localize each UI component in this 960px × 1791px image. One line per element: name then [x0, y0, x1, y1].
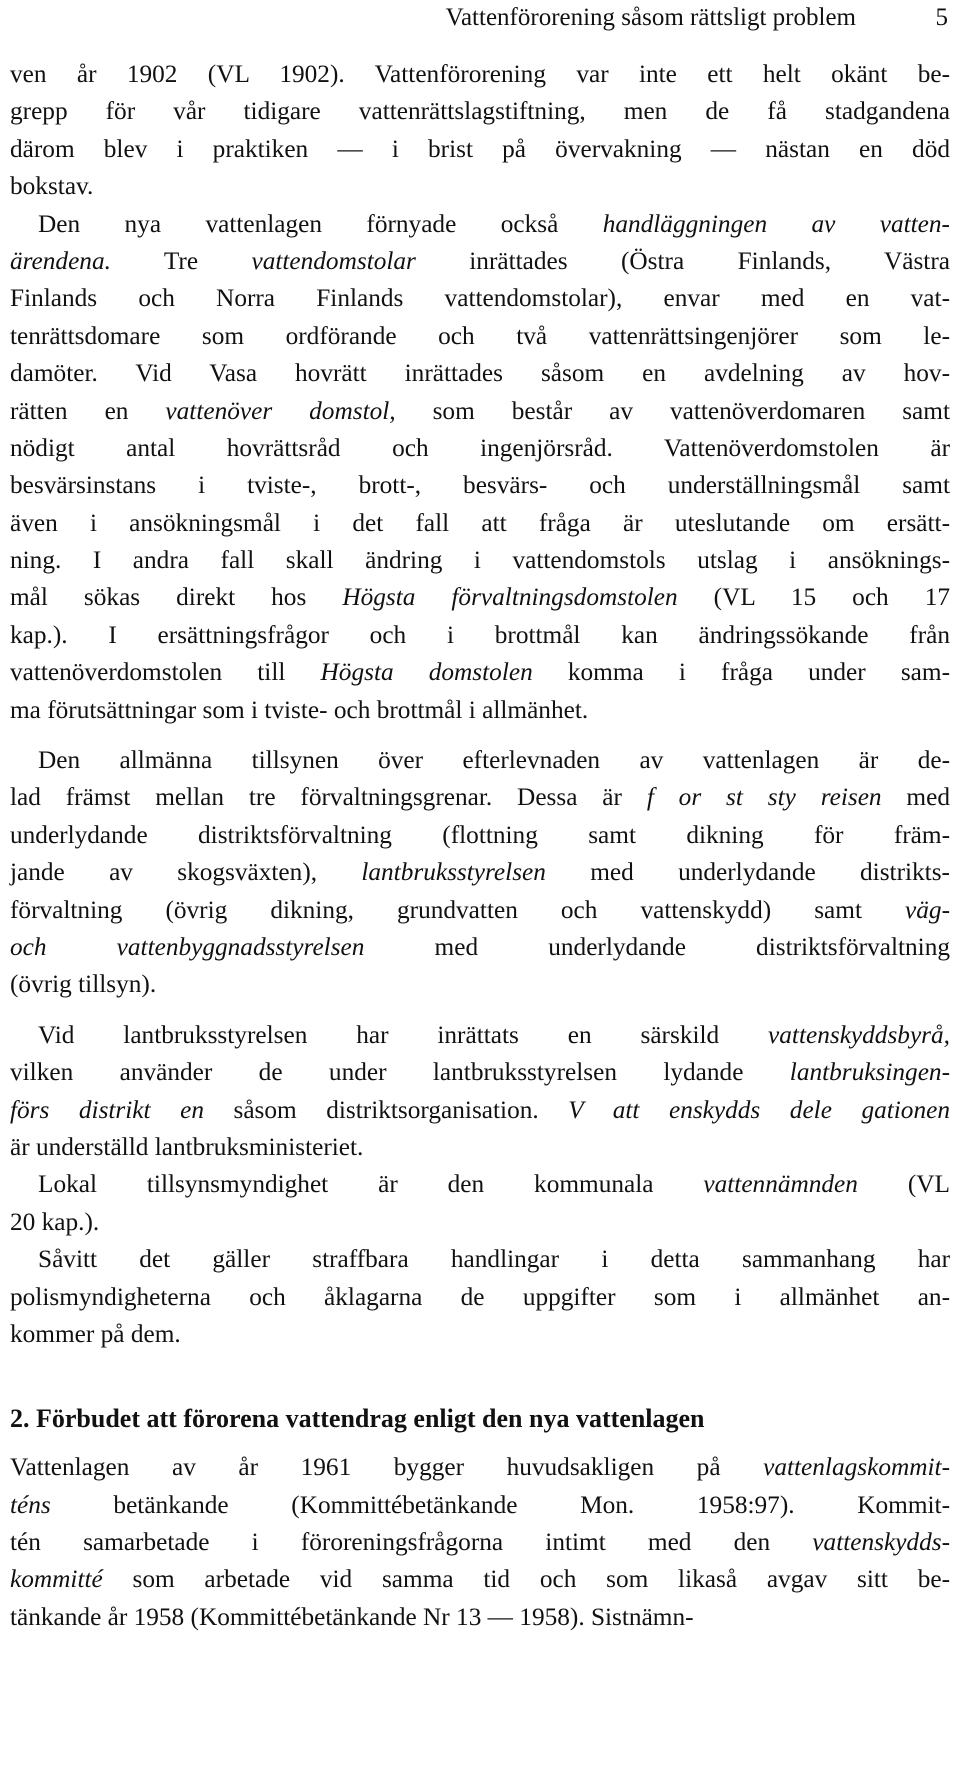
italic-term: Högsta förvaltningsdomstolen: [342, 583, 678, 612]
text-line: [10, 56, 950, 93]
italic-term: Högsta domstolen: [320, 658, 533, 687]
text-line: [10, 1599, 950, 1636]
italic-term: vattendomstolar: [251, 246, 416, 275]
text-run: vilken använder de under lantbruksstyrelsen lydande: [10, 1058, 790, 1087]
text-line: [10, 854, 950, 891]
text-run: nödigt antal hovrättsråd och ingenjörsråd. Vattenöverdomstolen är: [10, 433, 950, 462]
text-line: [10, 318, 950, 355]
text-run: Den nya vattenlagen förnyade också: [38, 209, 603, 238]
paragraph: [10, 742, 950, 1004]
italic-term: förs distrikt en: [10, 1095, 204, 1124]
text-run: rätten en: [10, 396, 166, 425]
text-line: [10, 779, 950, 816]
text-line: [10, 1449, 950, 1486]
text-run: grepp för vår tidigare vattenrättslagstiftning, men de få stadgandena: [10, 97, 950, 126]
text-run: inrättades (Östra Finlands, Västra: [415, 246, 950, 275]
text-line: [10, 430, 950, 467]
text-line: [10, 1017, 950, 1054]
text-run: kap.). I ersättningsfrågor och i brottmål kan ändringssökande från: [10, 620, 950, 649]
text-run: Vid lantbruksstyrelsen har inrättats en särskild: [38, 1020, 769, 1049]
text-line: [10, 542, 950, 579]
text-run: Den allmänna tillsynen över efterlevnaden av vattenlagen är de-: [38, 746, 950, 775]
text-line: [10, 1316, 950, 1353]
text-run: Såvitt det gäller straffbara handlingar i detta sammanhang har: [38, 1245, 950, 1274]
text-line: [10, 243, 950, 280]
text-run: förvaltning (övrig dikning, grundvatten och vattenskydd) samt: [10, 895, 906, 924]
text-run: underlydande distriktsförvaltning (flottning samt dikning för främ-: [10, 820, 950, 849]
text-line: [10, 617, 950, 654]
italic-term: vattenöver domstol,: [165, 396, 396, 425]
body-text: [10, 56, 950, 1636]
text-run: lad främst mellan tre förvaltningsgrenar. Dessa är: [10, 783, 647, 812]
running-title: Vattenförorening såsom rättsligt problem: [445, 4, 856, 31]
paragraph: [10, 1449, 950, 1636]
text-run: jande av skogsväxten),: [10, 858, 362, 887]
italic-term: ärendena.: [10, 246, 111, 275]
text-line: [10, 393, 950, 430]
text-run: 20 kap.).: [10, 1207, 100, 1236]
italic-term: téns: [10, 1490, 51, 1519]
italic-term: vattenskydds-: [812, 1528, 950, 1557]
text-run: vattenöverdomstolen till: [10, 658, 321, 687]
text-run: ning. I andra fall skall ändring i vattendomstols utslag i ansöknings-: [10, 546, 950, 575]
text-line: [10, 1166, 950, 1203]
text-run: tenrättsdomare som ordförande och två vattenrättsingenjörer som le-: [10, 321, 950, 350]
text-run: med: [881, 783, 950, 812]
text-run: är underställd lantbruksministeriet.: [10, 1132, 364, 1161]
text-line: [10, 1524, 950, 1561]
italic-term: handläggningen av vatten-: [602, 209, 950, 238]
italic-term: vattenskyddsbyrå,: [768, 1020, 950, 1049]
text-line: [10, 579, 950, 616]
text-line: [10, 929, 950, 966]
text-line: [10, 505, 950, 542]
text-line: [10, 1129, 950, 1166]
section-heading: 2. Förbudet att förorena vattendrag enligt den nya vattenlagen: [10, 1404, 705, 1434]
text-run: Finlands och Norra Finlands vattendomstolar), envar med en vat-: [10, 284, 950, 313]
text-line: [10, 206, 950, 243]
text-line: [10, 280, 950, 317]
text-line: [10, 93, 950, 130]
text-line: [10, 817, 950, 854]
text-line: [10, 1241, 950, 1278]
text-run: även i ansökningsmål i det fall att fråga är uteslutande om ersätt-: [10, 508, 950, 537]
italic-term: väg-: [905, 895, 950, 924]
text-run: betänkande (Kommittébetänkande Mon. 1958:97). Kommit-: [50, 1490, 950, 1519]
paragraph: [10, 1241, 950, 1353]
text-line: [10, 1054, 950, 1091]
italic-term: lantbruksingen-: [789, 1058, 950, 1087]
text-line: [10, 742, 950, 779]
text-run: bokstav.: [10, 172, 94, 201]
text-run: komma i fråga under sam-: [532, 658, 951, 687]
text-run: kommer på dem.: [10, 1319, 181, 1348]
paragraph: [10, 56, 950, 206]
text-run: Lokal tillsynsmyndighet är den kommunala: [38, 1170, 704, 1199]
text-line: [10, 1487, 950, 1524]
text-run: besvärsinstans i tviste-, brott-, besvärs- och underställningsmål samt: [10, 471, 950, 500]
text-run: mål sökas direkt hos: [10, 583, 343, 612]
text-line: [10, 131, 950, 168]
text-line: [10, 1204, 950, 1241]
text-line: [10, 467, 950, 504]
text-run: damöter. Vid Vasa hovrätt inrättades såsom en avdelning av hov-: [10, 359, 950, 388]
paragraph: [10, 206, 950, 729]
text-line: [10, 692, 950, 729]
text-line: [10, 966, 950, 1003]
text-line: [10, 1561, 950, 1598]
italic-term: kommitté: [10, 1565, 103, 1594]
text-run: med underlydande distriktsförvaltning: [364, 932, 950, 961]
paragraph: [10, 1017, 950, 1167]
paragraph: [10, 1166, 950, 1241]
text-run: som består av vattenöverdomaren samt: [395, 396, 950, 425]
text-line: [10, 1092, 950, 1129]
text-run: som arbetade vid samma tid och som likaså avgav sitt be-: [102, 1565, 950, 1594]
text-run: tén samarbetade i föroreningsfrågorna intimt med den: [10, 1528, 813, 1557]
text-line: [10, 168, 950, 205]
text-run: polismyndigheterna och åklagarna de uppgifter som i allmänhet an-: [10, 1282, 950, 1311]
italic-term: f or st sty reisen: [646, 783, 882, 812]
italic-term: lantbruksstyrelsen: [361, 858, 546, 887]
text-run: ma förutsättningar som i tviste- och brottmål i allmänhet.: [10, 695, 589, 724]
text-run: med underlydande distrikts-: [545, 858, 950, 887]
text-run: Tre: [110, 246, 252, 275]
text-line: [10, 355, 950, 392]
italic-term: vattennämnden: [703, 1170, 858, 1199]
text-run: (VL: [857, 1170, 950, 1199]
text-run: (övrig tillsyn).: [10, 970, 157, 999]
text-run: därom blev i praktiken — i brist på övervakning — nästan en död: [10, 134, 950, 163]
italic-term: V att enskydds dele gationen: [568, 1095, 950, 1124]
text-line: [10, 1279, 950, 1316]
text-line: [10, 892, 950, 929]
text-line: [10, 654, 950, 691]
text-run: ven år 1902 (VL 1902). Vattenförorening var inte ett helt okänt be-: [10, 60, 950, 88]
italic-term: vattenlagskommit-: [763, 1453, 950, 1482]
text-run: Vattenlagen av år 1961 bygger huvudsakligen på: [10, 1453, 764, 1482]
text-run: tänkande år 1958 (Kommittébetänkande Nr 13 — 1958). Sistnämn-: [10, 1602, 694, 1631]
page-number: 5: [935, 4, 948, 31]
text-run: såsom distriktsorganisation.: [203, 1095, 569, 1124]
text-run: (VL 15 och 17: [677, 583, 951, 612]
italic-term: och vattenbyggnadsstyrelsen: [10, 932, 365, 961]
